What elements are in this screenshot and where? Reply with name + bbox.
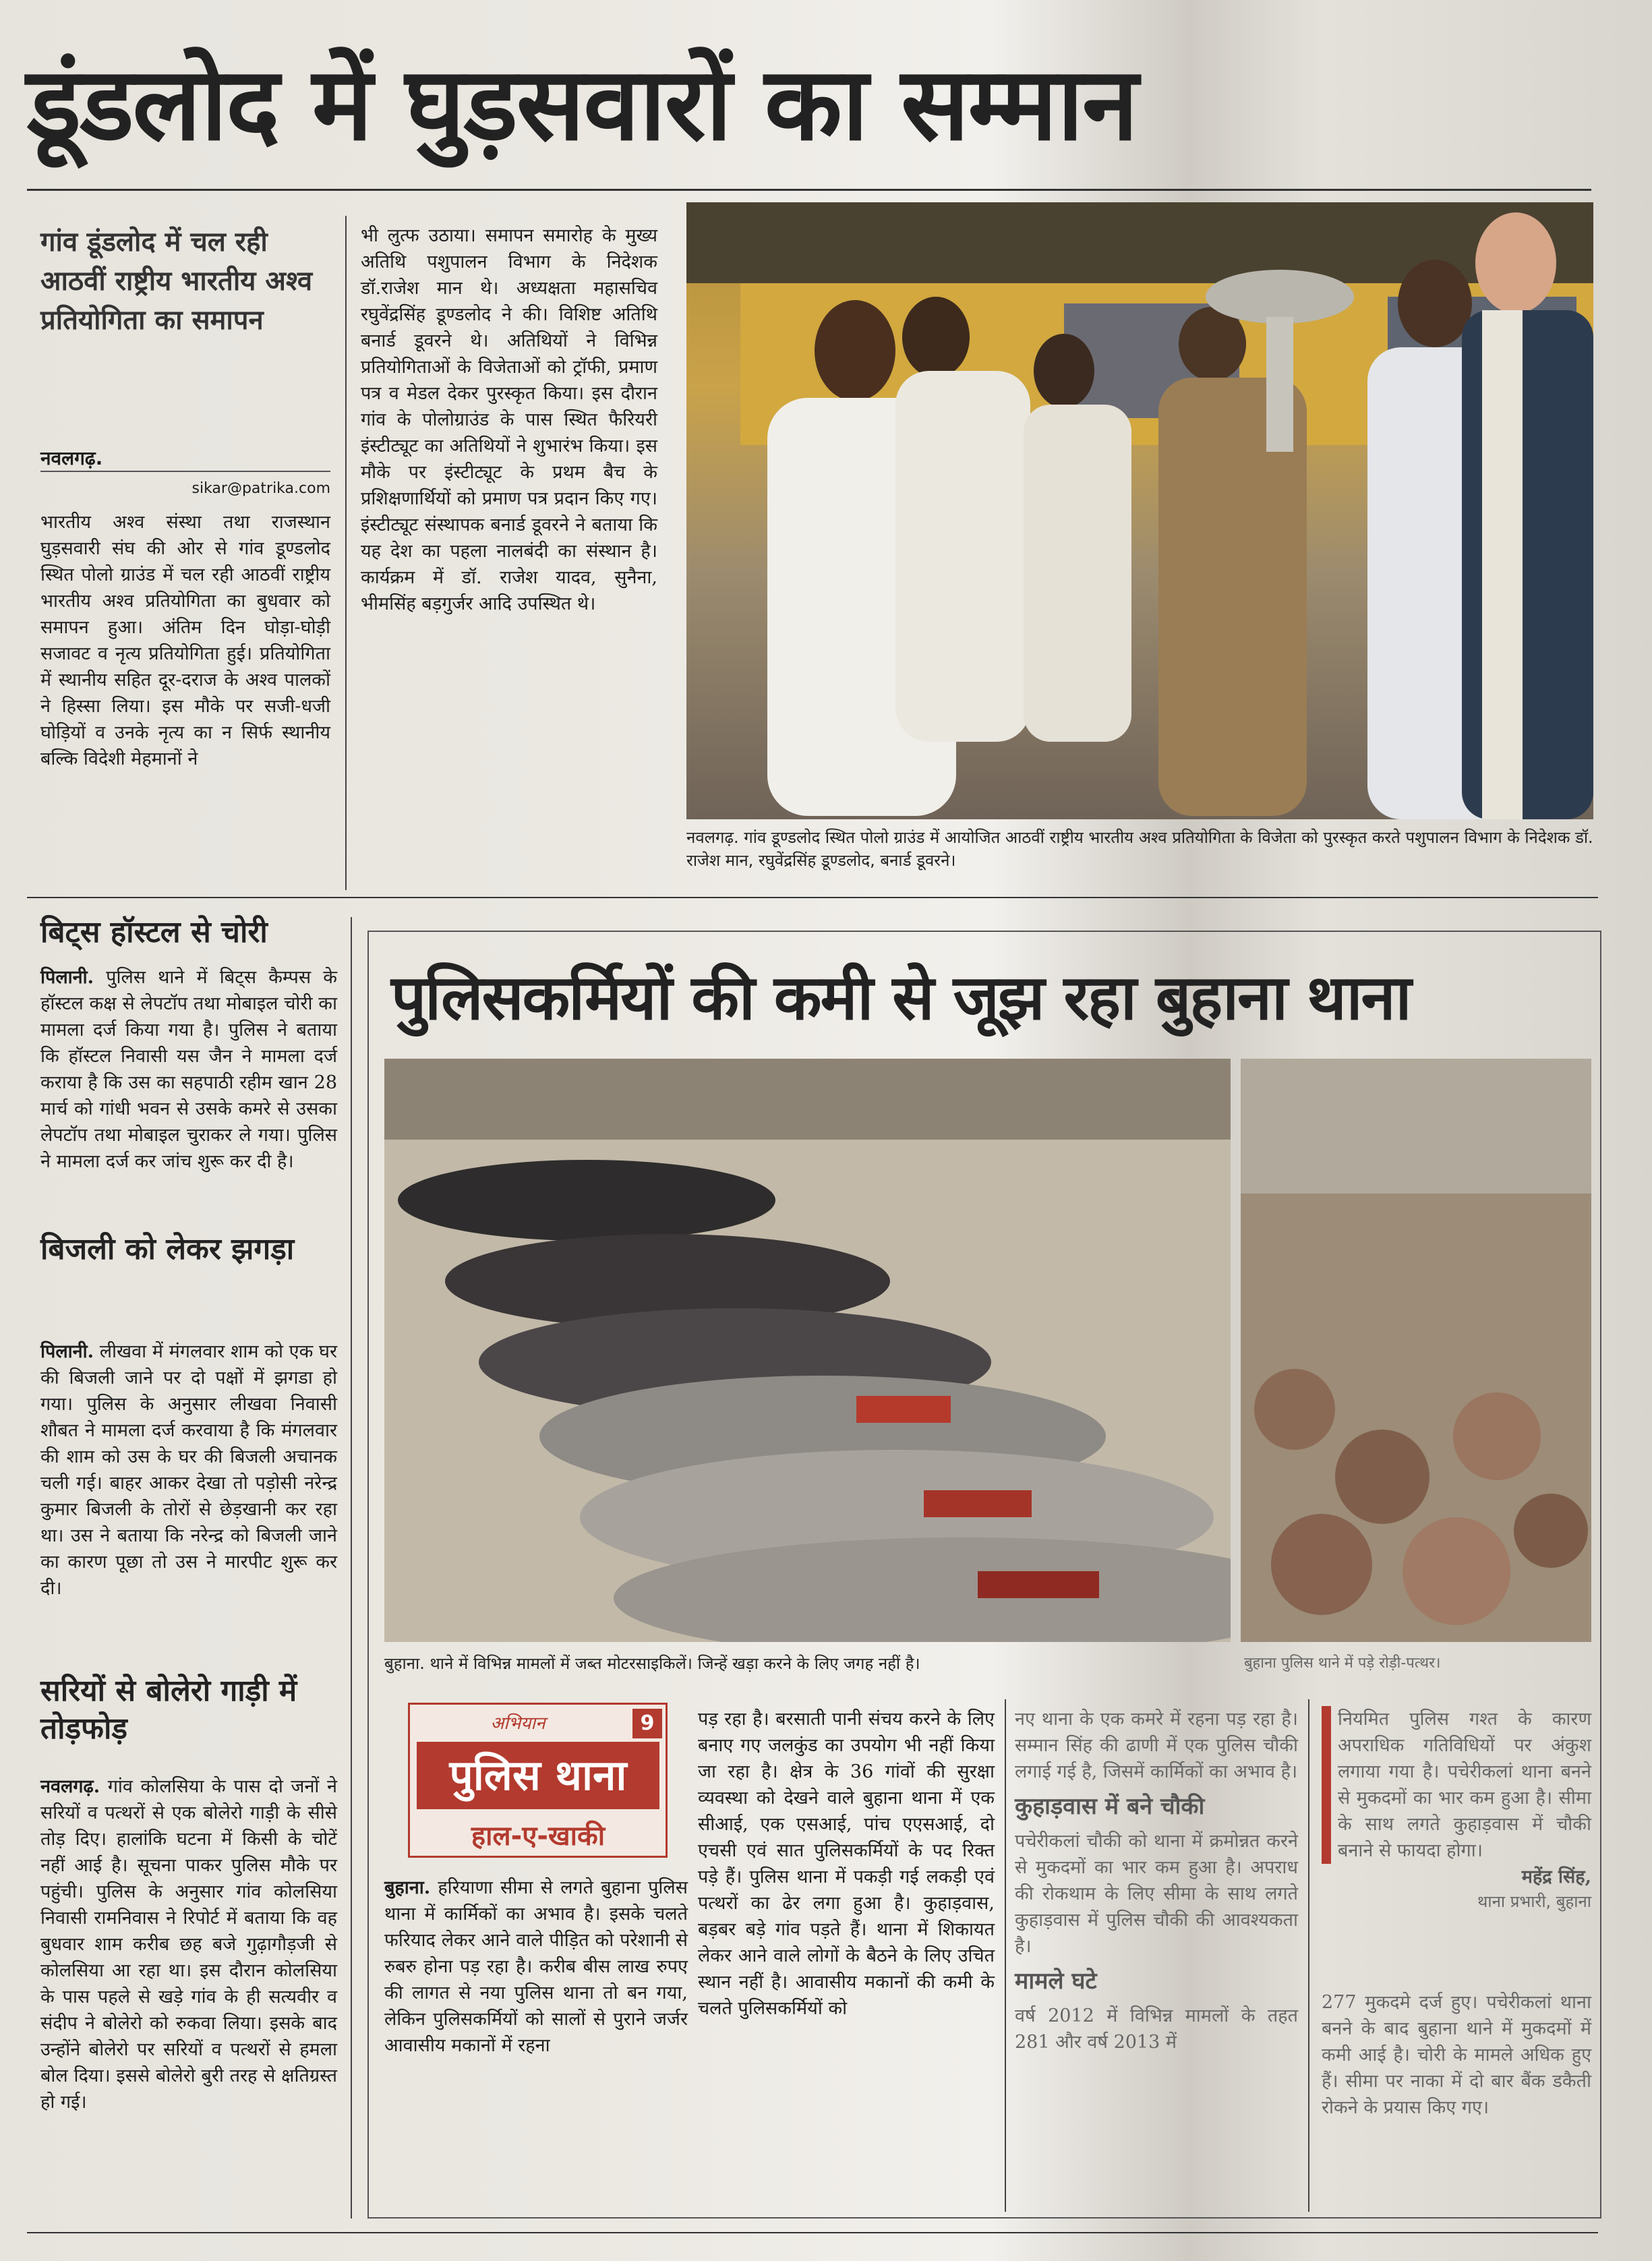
story2-body-col4: 277 मुकदमे दर्ज हुए। पचेरीकलां थाना बनने के बाद बुहाना थाने में मुकदमों में कमी आई है। चोरी के मामले अधिक हुए हैं। सीमा पर नाका में दो बार बैंक डकैती रोकने के प्रयास किए गए। <box>1322 1992 1591 2118</box>
bottom-rule <box>27 2232 1598 2233</box>
brief3-body <box>40 1773 337 2115</box>
brief3-place: नवलगढ़. <box>40 1776 100 1797</box>
brief2-headline: बिजली को लेकर झगड़ा <box>40 1232 295 1266</box>
series-sub: हाल-ए-खाकी <box>471 1821 606 1852</box>
story2-subhead-b: मामले घटे <box>1015 1968 1097 1995</box>
main-headline: डूंडलोद में घुड़सवारों का सम्मान <box>27 46 1138 163</box>
story1-place: नवलगढ़. <box>40 447 103 469</box>
motorcycles-illustration <box>384 1059 1231 1642</box>
story2-text-col3c: वर्ष 2012 में विभिन्न मामलों के तहत 281 और वर्ष 2013 में <box>1015 2005 1298 2053</box>
story2-body-col2: पड़ रहा है। बरसाती पानी संचय करने के लिए बनाए गए जलकुंड का उपयोग भी नहीं किया जा रहा है। क्षेत्र के 36 गांवों की सुरक्षा व्यवस्था को देखने वाले बुहाना थाना में एक सीआई, एक एसआई, पांच एएसआई, दो एचसी एवं सात पुलिसकर्मियों के पद रिक्त पड़े हैं। पुलिस थाना में पकड़ी गई लकड़ी एवं पत्थरों का ढेर लगा हुआ है। कुहाड़वास, बड़बर बड़े गांव पड़ते हैं। थाना में शिकायत लेकर आने वाले लोगों के बैठने के लिए उचित स्थान नहीं है। आवासीय मकानों की कमी के चलते पुलिसकर्मियों को <box>698 1709 995 2019</box>
story2-quote: नियमित पुलिस गश्त के कारण अपराधिक गतिविधियों पर अंकुश लगाया गया है। पचेरीकलां थाना बनने से मुकदमों का भार कम हुआ है। सीमा के साथ लगते कुहाड़वास में चौकी बनाने से फायदा होगा। <box>1322 1706 1591 1864</box>
brief2-text: लीखवा में मंगलवार शाम को एक घर की बिजली जाने पर दो पक्षों में झगडा हो गया। पुलिस के अनुसार लीखवा निवासी शौबत ने मामला दर्ज करवाया है कि मंगलवार की शाम को उस के घर की बिजली अचानक चली गई। बाहर आकर देखा तो पड़ोसी नरेन्द्र कुमार बिजली के तोरों से छेड़खानी कर रहा था। उस ने बताया कि नरेन्द्र को बिजली जाने का कारण पूछा तो उस ने मारपीट शुरू कर दी। <box>40 1341 337 1599</box>
brief3-headline: सरियों से बोलेरो गाड़ी में तोड़फोड़ <box>40 1674 297 1746</box>
story2-col-divider-2 <box>1308 1699 1309 2212</box>
story1-photo-caption: नवलगढ़. गांव डूण्डलोद स्थित पोलो ग्राउंड में आयोजित आठवीं राष्ट्रीय भारतीय अश्व प्रतियोगिता के विजेता को पुरस्कृत करते पशुपालन विभाग के निदेशक डॉ. राजेश मान, रघुवेंद्रसिंह डूण्डलोद, बनार्ड डूवरने। <box>686 828 1593 870</box>
story2-quote-name: महेंद्र सिंह, <box>1521 1867 1591 1887</box>
story2-quote-role: थाना प्रभारी, बुहाना <box>1477 1892 1591 1911</box>
series-tag: अभियान <box>490 1713 545 1734</box>
mid-rule <box>27 897 1598 898</box>
story2-text-col1: हरियाणा सीमा से लगते बुहाना पुलिस थाना में कार्मिकों का अभाव है। इसके चलते फरियाद लेकर आने वाले पीड़ित को परेशानी से रुबरु होना पड़ रहा है। करीब बीस लाख रुपए की लागत से नया पुलिस थाना तो बन गया, लेकिन पुलिसकर्मियों को सालों से पुराने जर्जर आवासीय मकानों में रहना <box>384 1877 688 2056</box>
story2-caption-left: बुहाना. थाने में विभिन्न मामलों में जब्त मोटरसाइकिलें। जिन्हें खड़ा करने के लिए जगह नहीं है। <box>384 1654 920 1673</box>
series-logo <box>408 1703 668 1858</box>
left-column-divider <box>351 917 352 2219</box>
award-ceremony-illustration <box>686 202 1593 819</box>
motorcycles-photo <box>384 1059 1231 1642</box>
brief2-body <box>40 1339 337 1602</box>
brief2-place: पिलानी. <box>40 1341 94 1362</box>
story2-subhead-a: कुहाड़वास में बने चौकी <box>1015 1793 1205 1820</box>
brief1-headline: बिट्स हॉस्टल से चोरी <box>40 915 268 949</box>
series-title: पुलिस थाना <box>417 1742 659 1809</box>
story1-col-divider <box>345 216 347 890</box>
story2-text-col3b: पचेरीकलां चौकी को थाना में क्रमोन्नत करने से मुकदमों का भार कम हुआ है। अपराध की रोकथाम के लिए सीमा के साथ लगते कुहाड़वास में पुलिस चौकी की आवश्यकता है। <box>1015 1831 1298 1957</box>
story1-body-col1: भारतीय अश्व संस्था तथा राजस्थान घुड़सवारी संघ की ओर से गांव डूण्डलोद स्थित पोलो ग्राउंड में चल रही आठवीं राष्ट्रीय भारतीय अश्व प्रतियोगिता का बुधवार को समापन हुआ। अंतिम दिन घोड़ा-घोड़ी सजावट व नृत्य प्रतियोगिता हुई। प्रतियोगिता में स्थानीय सहित दूर-दराज के अश्व पालकों ने हिस्सा लिया। इस मौके पर सजी-धजी घोड़ियों व उनके नृत्य का न सिर्फ स्थानीय बल्कि विदेशी मेहमानों ने <box>40 512 330 769</box>
story1-subhead: गांव डूंडलोद में चल रही आठवीं राष्ट्रीय भारतीय अश्व प्रतियोगिता का समापन <box>40 227 313 336</box>
brief1-body <box>40 964 337 1175</box>
stones-photo <box>1241 1059 1591 1642</box>
brief1-place: पिलानी. <box>40 967 94 988</box>
story1-dateline-row <box>40 445 330 472</box>
story1-body-col2: भी लुत्फ उठाया। समापन समारोह के मुख्य अतिथि पशुपालन विभाग के निदेशक डॉ.राजेश मान थे। अध्यक्षता महासचिव रघुवेंद्रसिंह डूण्डलोद ने की। विशिष्ट अतिथि बनार्ड डूवरने थे। अतिथियों ने विभिन्न प्रतियोगिताओं के विजेताओं को ट्रॉफी, प्रमाण पत्र व मेडल देकर पुरस्कृत किया। इस दौरान गांव के पोलोग्राउंड के पास स्थित फैरियरी इंस्टीट्यूट का अतिथियों ने शुभारंभ किया। इस मौके पर इंस्टीट्यूट के प्रथम बैच के प्रशिक्षणार्थियों को प्रमाण पत्र प्रदान किए गए। इंस्टीट्यूट संस्थापक बनार्ड डूवरने ने बताया कि यह देश का पहला नालबंदी का संस्थान है। कार्यक्रम में डॉ. राजेश यादव, सुनैना, भीमसिंह बड़गुर्जर आदि उपस्थित थे। <box>361 225 657 614</box>
story2-col3 <box>1015 1706 1298 2055</box>
story2-place: बुहाना. <box>384 1877 431 1898</box>
story2-headline: पुलिसकर्मियों की कमी से जूझ रहा बुहाना थाना <box>391 962 1411 1034</box>
story1-email: sikar@patrika.com <box>191 480 330 497</box>
top-rule <box>27 189 1591 191</box>
award-ceremony-photo <box>686 202 1593 819</box>
story2-col-divider <box>1005 1699 1006 2212</box>
brief1-text: पुलिस थाने में बिट्स कैम्पस के हॉस्टल कक्ष से लेपटॉप तथा मोबाइल चोरी का मामला दर्ज किया गया है। पुलिस ने बताया कि हॉस्टल निवासी यस जैन ने मामला दर्ज कराया है कि उस का सहपाठी रहीम खान 28 मार्च को गांधी भवन से उसके कमरे से उसका लेपटॉप तथा मोबाइल चुराकर ले गया। पुलिस ने मामला दर्ज कर जांच शुरू कर दी है। <box>40 967 337 1172</box>
series-number: 9 <box>632 1709 662 1738</box>
story2-quote-box <box>1322 1706 1591 1913</box>
story2-caption-right: बुहाना पुलिस थाने में पड़े रोड़ी-पत्थर। <box>1244 1655 1441 1672</box>
stones-illustration <box>1241 1059 1591 1642</box>
story2-text-col3a: नए थाना के एक कमरे में रहना पड़ रहा है। सम्मान सिंह की ढाणी में एक पुलिस चौकी लगाई गई है, जिसमें कार्मिकों का अभाव है। <box>1015 1709 1298 1782</box>
story2-body-col1 <box>384 1875 688 2059</box>
brief3-text: गांव कोलसिया के पास दो जनों ने सरियों व पत्थरों से एक बोलेरो गाड़ी के सीसे तोड़ दिए। हालांकि घटना में किसी के चोटें नहीं आई है। सूचना पाकर पुलिस मौके पर पहुंची। पुलिस के अनुसार गांव कोलसिया निवासी रामनिवास ने रिपोर्ट में बताया कि वह बुधवार शाम करीब छह बजे गुढ़ागौड़जी से कोलसिया आ रहा था। इस दौरान कोलसिया के पास पहले से खड़े गांव के ही सत्यवीर व संदीप ने बोलेरो को रुकवा लिया। इसके बाद उन्होंने बोलेरो पर सरियों व पत्थरों से हमला बोल दिया। इससे बोलेरो बुरी तरह से क्षतिग्रस्त हो गई। <box>40 1776 337 2113</box>
